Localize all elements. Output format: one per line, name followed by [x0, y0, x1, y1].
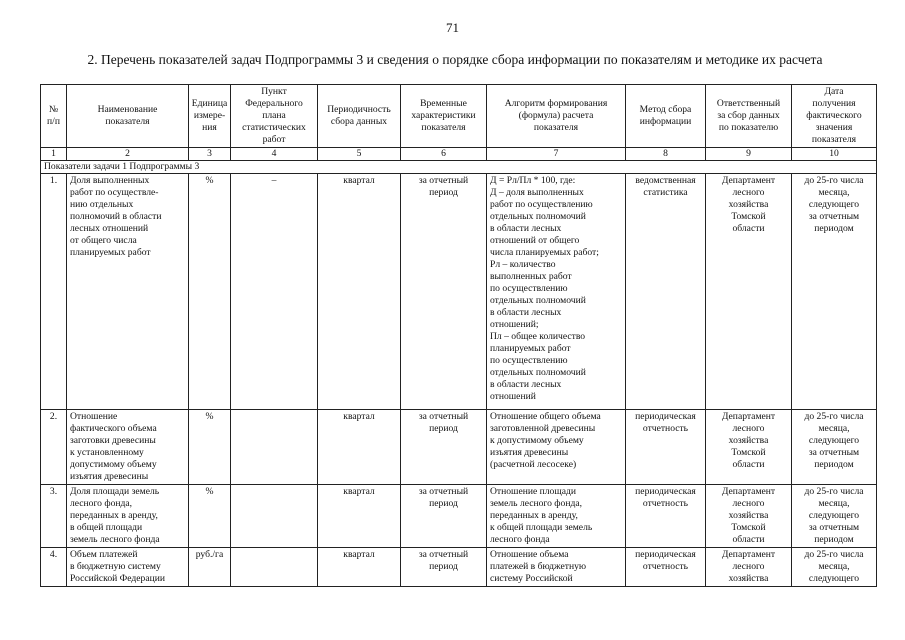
header-line: Метод сбора: [639, 104, 692, 115]
page-number: 71: [446, 20, 459, 35]
header-line: ния: [202, 122, 217, 133]
header-line: Временные: [420, 98, 467, 109]
data-receipt-date-line: до 25-го числа: [804, 549, 864, 560]
calculation-algorithm-line: числа планируемых работ;: [490, 247, 599, 258]
column-number-row: [41, 148, 877, 161]
collection-method-line: периодическая: [635, 549, 696, 560]
header-line: характеристики: [411, 110, 476, 121]
calculation-algorithm-line: в области лесных: [490, 307, 562, 318]
indicator-name-cell: [67, 548, 189, 587]
calculation-algorithm-line: отдельных полномочий: [490, 367, 586, 378]
column-number: 9: [706, 148, 792, 161]
calculation-algorithm-line: платежей в бюджетную: [490, 561, 587, 572]
calculation-algorithm-line: Д = Рл/Пл * 100, где:: [490, 175, 576, 186]
data-receipt-date-line: до 25-го числа: [804, 486, 864, 497]
periodicity: квартал: [343, 486, 375, 497]
header-line: измере-: [193, 110, 226, 121]
calculation-algorithm-line: по осуществлению: [490, 355, 568, 366]
header-line: Алгоритм формирования: [504, 98, 608, 109]
data-receipt-date-line: за отчетным: [808, 522, 860, 533]
column-number: 8: [626, 148, 706, 161]
responsible-party-cell: [706, 485, 792, 548]
table-row: [41, 548, 877, 587]
indicator-name-line: полномочий в области: [70, 211, 162, 222]
indicator-name-line: планируемых работ: [70, 247, 151, 258]
indicator-name-line: Доля площади земель: [70, 486, 160, 497]
table-row: [41, 174, 877, 410]
time-characteristics-line: период: [429, 561, 458, 572]
calculation-algorithm-line: выполненных работ: [490, 271, 572, 282]
header-line: показателя: [421, 122, 466, 133]
header-line: Периодичность: [327, 104, 391, 115]
header-line: работ: [262, 134, 286, 145]
collection-method-cell: [626, 548, 706, 587]
time-characteristics-line: за отчетный: [418, 411, 469, 422]
collection-method-line: статистика: [643, 187, 688, 198]
data-receipt-date-line: до 25-го числа: [804, 411, 864, 422]
header-line: №: [48, 104, 59, 115]
calculation-algorithm-line: к общей площади земель: [490, 522, 593, 533]
data-receipt-date-line: следующего: [808, 573, 860, 584]
header-cell: [318, 85, 401, 148]
section-label: Показатели задачи 1 Подпрограммы 3: [41, 161, 877, 174]
calculation-algorithm-line: к допустимому объему: [490, 435, 584, 446]
calculation-algorithm-line: отношений от общего: [490, 235, 580, 246]
data-receipt-date-line: периодом: [814, 223, 854, 234]
collection-method-line: отчетность: [642, 498, 689, 509]
collection-method-line: отчетность: [642, 561, 689, 572]
calculation-algorithm-line: переданных в аренду,: [490, 510, 578, 521]
indicator-name-line: Российской Федерации: [70, 573, 165, 584]
calculation-algorithm-line: систему Российской: [490, 573, 573, 584]
collection-method-line: периодическая: [635, 486, 696, 497]
federal-plan-item-cell: [231, 548, 318, 587]
calculation-algorithm-cell: [487, 410, 626, 485]
periodicity: квартал: [343, 175, 375, 186]
column-number: 6: [401, 148, 487, 161]
calculation-algorithm-cell: [487, 485, 626, 548]
collection-method-line: периодическая: [635, 411, 696, 422]
header-cell: [487, 85, 626, 148]
time-characteristics-line: период: [429, 187, 458, 198]
calculation-algorithm-line: отдельных полномочий: [490, 211, 586, 222]
row-number: 3.: [49, 486, 58, 497]
header-line: п/п: [47, 116, 60, 127]
time-characteristics-cell: [401, 485, 487, 548]
unit-of-measure-cell: [189, 548, 231, 587]
header-cell: [41, 85, 67, 148]
calculation-algorithm-line: Д – доля выполненных: [490, 187, 584, 198]
calculation-algorithm-line: заготовленной древесины: [490, 423, 596, 434]
calculation-algorithm-line: отношений;: [490, 319, 539, 330]
data-receipt-date-line: следующего: [808, 199, 860, 210]
header-line: по показателю: [718, 122, 779, 133]
unit-of-measure-cell: [189, 410, 231, 485]
calculation-algorithm-line: Рл – количество: [490, 259, 556, 270]
responsible-party-line: лесного: [732, 423, 765, 434]
section-row: [41, 161, 877, 174]
data-receipt-date-line: за отчетным: [808, 211, 860, 222]
collection-method-cell: [626, 485, 706, 548]
calculation-algorithm-line: планируемых работ: [490, 343, 571, 354]
header-line: Федерального: [245, 98, 303, 109]
row-number: 2.: [49, 411, 58, 422]
responsible-party-cell: [706, 410, 792, 485]
federal-plan-item-cell: [231, 174, 318, 410]
indicator-name-line: работ по осуществле-: [70, 187, 159, 198]
data-receipt-date-line: следующего: [808, 510, 860, 521]
data-receipt-date-line: месяца,: [818, 423, 850, 434]
header-line: Ответственный: [716, 98, 781, 109]
unit-of-measure-cell: [189, 174, 231, 410]
responsible-party-line: Департамент: [721, 175, 776, 186]
data-receipt-date-line: месяца,: [818, 561, 850, 572]
calculation-algorithm-line: изъятия древесины: [490, 447, 569, 458]
indicator-name-line: в бюджетную систему: [70, 561, 161, 572]
header-line: показателя: [811, 134, 857, 145]
calculation-algorithm-line: в области лесных: [490, 223, 562, 234]
indicator-name-line: в общей площади: [70, 522, 143, 533]
calculation-algorithm-cell: [487, 548, 626, 587]
responsible-party-line: Томской: [731, 211, 766, 222]
unit-of-measure: руб./га: [195, 549, 224, 560]
periodicity: квартал: [343, 549, 375, 560]
column-number: 4: [231, 148, 318, 161]
indicator-name-line: Отношение: [70, 411, 118, 422]
header-line: Дата: [824, 86, 844, 97]
calculation-algorithm-line: в области лесных: [490, 379, 562, 390]
time-characteristics-line: период: [429, 498, 458, 509]
header-line: Наименование: [97, 104, 158, 115]
header-line: показателя: [105, 116, 150, 127]
calculation-algorithm-line: (расчетной лесосеке): [490, 459, 577, 470]
header-cell: [626, 85, 706, 148]
collection-method-cell: [626, 174, 706, 410]
responsible-party-cell: [706, 548, 792, 587]
responsible-party-line: области: [732, 223, 765, 234]
responsible-party-line: лесного: [732, 561, 765, 572]
data-receipt-date-line: месяца,: [818, 187, 850, 198]
indicator-name-line: заготовки древесины: [70, 435, 156, 446]
data-receipt-date-line: за отчетным: [808, 447, 860, 458]
data-receipt-date-cell: [792, 410, 877, 485]
unit-of-measure: %: [205, 486, 214, 497]
responsible-party-cell: [706, 174, 792, 410]
indicator-name-line: нию отдельных: [70, 199, 134, 210]
header-cell: [189, 85, 231, 148]
responsible-party-line: Томской: [731, 522, 766, 533]
data-receipt-date-line: следующего: [808, 435, 860, 446]
column-number: 10: [792, 148, 877, 161]
responsible-party-line: хозяйства: [728, 573, 769, 584]
data-receipt-date-line: периодом: [814, 459, 854, 470]
time-characteristics-line: за отчетный: [418, 486, 469, 497]
indicator-name-cell: [67, 174, 189, 410]
unit-of-measure: %: [205, 411, 214, 422]
responsible-party-line: Департамент: [721, 411, 776, 422]
header-line: фактического: [806, 110, 862, 121]
time-characteristics-cell: [401, 548, 487, 587]
calculation-algorithm-line: Отношение объема: [490, 549, 569, 560]
header-line: статистических: [242, 122, 306, 133]
responsible-party-line: области: [732, 459, 765, 470]
column-number: 2: [67, 148, 189, 161]
indicators-table: [40, 84, 877, 587]
table-row: [41, 485, 877, 548]
federal-plan-item: –: [271, 175, 277, 186]
indicator-name-line: земель лесного фонда: [70, 534, 160, 545]
calculation-algorithm-line: Отношение площади: [490, 486, 577, 497]
calculation-algorithm-line: земель лесного фонда,: [490, 498, 582, 509]
time-characteristics-line: за отчетный: [418, 175, 469, 186]
indicator-name-line: к установленному: [70, 447, 144, 458]
calculation-algorithm-line: лесного фонда: [490, 534, 550, 545]
indicator-name-line: переданных в аренду,: [70, 510, 158, 521]
federal-plan-item-cell: [231, 485, 318, 548]
indicator-name-line: Доля выполненных: [70, 175, 150, 186]
indicator-name-line: лесного фонда,: [70, 498, 133, 509]
table-row: [41, 410, 877, 485]
row-number-cell: [41, 410, 67, 485]
responsible-party-line: лесного: [732, 187, 765, 198]
data-receipt-date-cell: [792, 548, 877, 587]
header-line: сбора данных: [330, 116, 388, 127]
data-receipt-date-cell: [792, 485, 877, 548]
calculation-algorithm-line: Отношение общего объема: [490, 411, 601, 422]
indicator-name-line: Объем платежей: [70, 549, 138, 560]
indicator-name-line: фактического объема: [70, 423, 157, 434]
header-line: значения: [815, 122, 853, 133]
responsible-party-line: Департамент: [721, 549, 776, 560]
calculation-algorithm-line: Пл – общее количество: [490, 331, 586, 342]
row-number-cell: [41, 485, 67, 548]
header-line: Единица: [191, 98, 228, 109]
responsible-party-line: хозяйства: [728, 510, 769, 521]
row-number-cell: [41, 174, 67, 410]
column-number: 1: [41, 148, 67, 161]
data-receipt-date-line: периодом: [814, 534, 854, 545]
unit-of-measure-cell: [189, 485, 231, 548]
periodicity-cell: [318, 174, 401, 410]
responsible-party-line: хозяйства: [728, 435, 769, 446]
time-characteristics-line: за отчетный: [418, 549, 469, 560]
header-row: [41, 85, 877, 148]
data-receipt-date-line: до 25-го числа: [804, 175, 864, 186]
header-cell: [67, 85, 189, 148]
calculation-algorithm-line: работ по осуществлению: [490, 199, 593, 210]
collection-method-line: ведомственная: [635, 175, 696, 186]
responsible-party-line: хозяйства: [728, 199, 769, 210]
row-number-cell: [41, 548, 67, 587]
responsible-party-line: области: [732, 534, 765, 545]
header-cell: [792, 85, 877, 148]
row-number: 4.: [49, 549, 58, 560]
periodicity: квартал: [343, 411, 375, 422]
header-line: получения: [812, 98, 856, 109]
periodicity-cell: [318, 548, 401, 587]
header-line: плана: [262, 110, 286, 121]
collection-method-cell: [626, 410, 706, 485]
column-number: 3: [189, 148, 231, 161]
header-line: показателя: [533, 122, 579, 133]
indicator-name-line: от общего числа: [70, 235, 137, 246]
federal-plan-item-cell: [231, 410, 318, 485]
indicator-name-line: изъятия древесины: [70, 471, 149, 482]
unit-of-measure: %: [205, 175, 214, 186]
header-cell: [401, 85, 487, 148]
responsible-party-line: Департамент: [721, 486, 776, 497]
header-line: Пункт: [261, 86, 287, 97]
column-number: 7: [487, 148, 626, 161]
header-cell: [231, 85, 318, 148]
data-receipt-date-cell: [792, 174, 877, 410]
collection-method-line: отчетность: [642, 423, 689, 434]
header-line: (формула) расчета: [518, 110, 594, 121]
header-cell: [706, 85, 792, 148]
time-characteristics-cell: [401, 174, 487, 410]
calculation-algorithm-line: по осуществлению: [490, 283, 568, 294]
time-characteristics-line: период: [429, 423, 458, 434]
indicator-name-cell: [67, 485, 189, 548]
time-characteristics-cell: [401, 410, 487, 485]
column-number: 5: [318, 148, 401, 161]
header-line: за сбор данных: [717, 110, 780, 121]
responsible-party-line: лесного: [732, 498, 765, 509]
calculation-algorithm-cell: [487, 174, 626, 410]
periodicity-cell: [318, 485, 401, 548]
calculation-algorithm-line: отношений: [490, 391, 536, 402]
header-line: информации: [639, 116, 692, 127]
indicator-name-line: допустимому объему: [70, 459, 157, 470]
indicator-name-cell: [67, 410, 189, 485]
responsible-party-line: Томской: [731, 447, 766, 458]
row-number: 1.: [49, 175, 58, 186]
indicator-name-line: лесных отношений: [70, 223, 149, 234]
data-receipt-date-line: месяца,: [818, 498, 850, 509]
document-title: 2. Перечень показателей задач Подпрограммы 3 и сведения о порядке сбора информации по показателям и методике их расчета: [87, 52, 823, 67]
periodicity-cell: [318, 410, 401, 485]
calculation-algorithm-line: отдельных полномочий: [490, 295, 586, 306]
